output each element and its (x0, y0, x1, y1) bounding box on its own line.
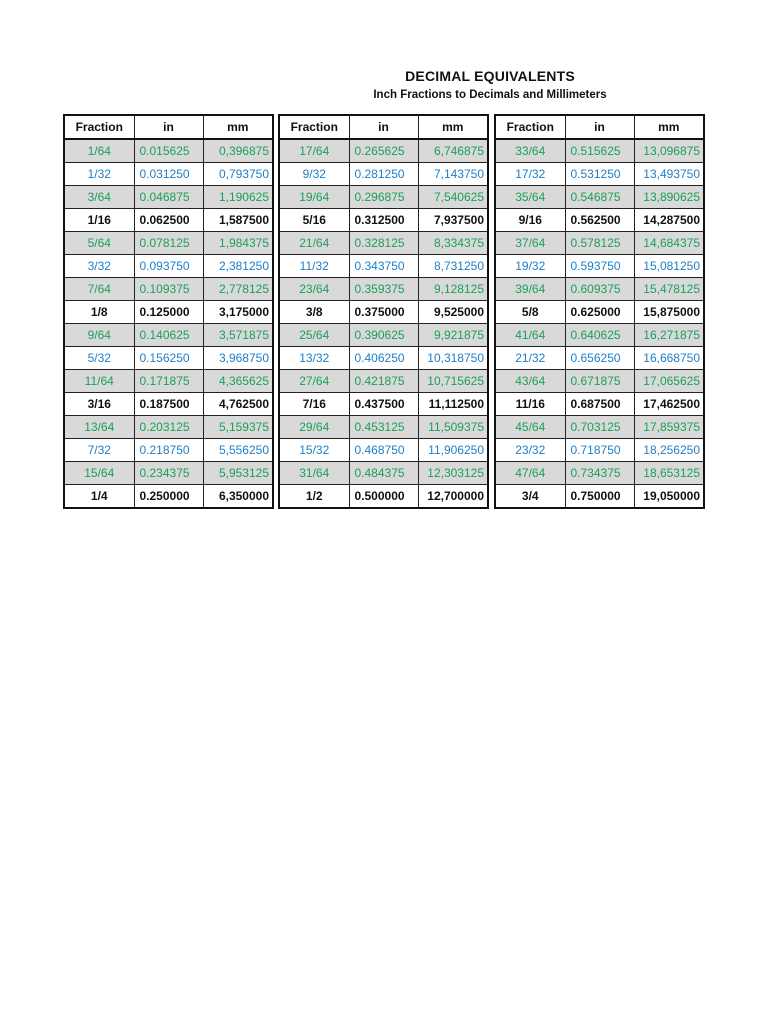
millimeter-cell: 3,175000 (203, 301, 273, 324)
inch-cell: 0.078125 (134, 232, 203, 255)
inch-cell: 0.625000 (565, 301, 634, 324)
fraction-cell: 1/32 (64, 163, 134, 186)
millimeter-cell: 13,096875 (634, 139, 704, 163)
inch-cell: 0.562500 (565, 209, 634, 232)
millimeter-cell: 0,793750 (203, 163, 273, 186)
millimeter-cell: 2,778125 (203, 278, 273, 301)
table-row (279, 462, 488, 485)
fraction-cell: 9/64 (64, 324, 134, 347)
table-row (279, 416, 488, 439)
table-row (64, 301, 273, 324)
millimeter-cell: 5,953125 (203, 462, 273, 485)
millimeter-cell: 10,715625 (418, 370, 488, 393)
inch-cell: 0.703125 (565, 416, 634, 439)
header-in: in (349, 115, 418, 139)
fraction-cell: 27/64 (279, 370, 349, 393)
millimeter-cell: 17,462500 (634, 393, 704, 416)
table-row (495, 186, 704, 209)
millimeter-cell: 15,478125 (634, 278, 704, 301)
fraction-cell: 31/64 (279, 462, 349, 485)
table-row (495, 255, 704, 278)
millimeter-cell: 8,334375 (418, 232, 488, 255)
table-row (279, 209, 488, 232)
millimeter-cell: 17,859375 (634, 416, 704, 439)
inch-cell: 0.546875 (565, 186, 634, 209)
inch-cell: 0.031250 (134, 163, 203, 186)
fraction-cell: 7/32 (64, 439, 134, 462)
fraction-cell: 43/64 (495, 370, 565, 393)
table-row (495, 301, 704, 324)
millimeter-cell: 5,556250 (203, 439, 273, 462)
millimeter-cell: 9,128125 (418, 278, 488, 301)
inch-cell: 0.515625 (565, 139, 634, 163)
table-row (495, 485, 704, 509)
inch-cell: 0.656250 (565, 347, 634, 370)
table-row (64, 139, 273, 163)
millimeter-cell: 6,746875 (418, 139, 488, 163)
table-row (64, 347, 273, 370)
inch-cell: 0.265625 (349, 139, 418, 163)
table-row (495, 163, 704, 186)
fraction-cell: 11/32 (279, 255, 349, 278)
table-row (64, 324, 273, 347)
conversion-table-3 (494, 114, 705, 509)
fraction-cell: 1/64 (64, 139, 134, 163)
inch-cell: 0.203125 (134, 416, 203, 439)
millimeter-cell: 9,525000 (418, 301, 488, 324)
fraction-cell: 25/64 (279, 324, 349, 347)
table-row (495, 393, 704, 416)
table-row (279, 301, 488, 324)
inch-cell: 0.156250 (134, 347, 203, 370)
fraction-cell: 9/16 (495, 209, 565, 232)
inch-cell: 0.500000 (349, 485, 418, 509)
fraction-cell: 5/32 (64, 347, 134, 370)
table-row (279, 439, 488, 462)
millimeter-cell: 8,731250 (418, 255, 488, 278)
inch-cell: 0.250000 (134, 485, 203, 509)
millimeter-cell: 12,303125 (418, 462, 488, 485)
fraction-cell: 15/32 (279, 439, 349, 462)
fraction-cell: 47/64 (495, 462, 565, 485)
inch-cell: 0.015625 (134, 139, 203, 163)
inch-cell: 0.296875 (349, 186, 418, 209)
inch-cell: 0.375000 (349, 301, 418, 324)
table-row (279, 393, 488, 416)
fraction-cell: 5/64 (64, 232, 134, 255)
inch-cell: 0.750000 (565, 485, 634, 509)
fraction-cell: 5/8 (495, 301, 565, 324)
table-row (495, 139, 704, 163)
table-row (495, 439, 704, 462)
table-row (64, 416, 273, 439)
fraction-cell: 1/2 (279, 485, 349, 509)
header-fraction: Fraction (495, 115, 565, 139)
millimeter-cell: 7,143750 (418, 163, 488, 186)
table-header-row (495, 115, 704, 139)
fraction-cell: 7/16 (279, 393, 349, 416)
millimeter-cell: 0,396875 (203, 139, 273, 163)
inch-cell: 0.734375 (565, 462, 634, 485)
fraction-cell: 19/32 (495, 255, 565, 278)
inch-cell: 0.437500 (349, 393, 418, 416)
header-in: in (565, 115, 634, 139)
inch-cell: 0.406250 (349, 347, 418, 370)
fraction-cell: 29/64 (279, 416, 349, 439)
fraction-cell: 11/16 (495, 393, 565, 416)
millimeter-cell: 14,684375 (634, 232, 704, 255)
millimeter-cell: 4,762500 (203, 393, 273, 416)
page-subtitle: Inch Fractions to Decimals and Millimeters (373, 89, 607, 101)
inch-cell: 0.062500 (134, 209, 203, 232)
table-row (279, 370, 488, 393)
table-row (64, 370, 273, 393)
fraction-cell: 23/32 (495, 439, 565, 462)
inch-cell: 0.359375 (349, 278, 418, 301)
inch-cell: 0.671875 (565, 370, 634, 393)
millimeter-cell: 7,937500 (418, 209, 488, 232)
millimeter-cell: 18,653125 (634, 462, 704, 485)
fraction-cell: 7/64 (64, 278, 134, 301)
table-header-row (64, 115, 273, 139)
millimeter-cell: 16,271875 (634, 324, 704, 347)
millimeter-cell: 11,906250 (418, 439, 488, 462)
millimeter-cell: 9,921875 (418, 324, 488, 347)
inch-cell: 0.281250 (349, 163, 418, 186)
conversion-table-2 (278, 114, 489, 509)
inch-cell: 0.484375 (349, 462, 418, 485)
inch-cell: 0.640625 (565, 324, 634, 347)
table-row (279, 278, 488, 301)
fraction-cell: 17/64 (279, 139, 349, 163)
header-mm: mm (203, 115, 273, 139)
inch-cell: 0.218750 (134, 439, 203, 462)
inch-cell: 0.187500 (134, 393, 203, 416)
fraction-cell: 23/64 (279, 278, 349, 301)
inch-cell: 0.046875 (134, 186, 203, 209)
fraction-cell: 33/64 (495, 139, 565, 163)
table-row (495, 278, 704, 301)
fraction-cell: 13/64 (64, 416, 134, 439)
table-row (279, 139, 488, 163)
fraction-cell: 37/64 (495, 232, 565, 255)
inch-cell: 0.578125 (565, 232, 634, 255)
table-row (64, 186, 273, 209)
inch-cell: 0.593750 (565, 255, 634, 278)
inch-cell: 0.531250 (565, 163, 634, 186)
fraction-cell: 3/4 (495, 485, 565, 509)
fraction-cell: 5/16 (279, 209, 349, 232)
table-row (279, 255, 488, 278)
fraction-cell: 15/64 (64, 462, 134, 485)
fraction-cell: 21/32 (495, 347, 565, 370)
millimeter-cell: 16,668750 (634, 347, 704, 370)
table-row (495, 370, 704, 393)
header-mm: mm (634, 115, 704, 139)
inch-cell: 0.328125 (349, 232, 418, 255)
table-row (64, 278, 273, 301)
fraction-cell: 21/64 (279, 232, 349, 255)
inch-cell: 0.312500 (349, 209, 418, 232)
table-row (64, 485, 273, 509)
inch-cell: 0.421875 (349, 370, 418, 393)
header-fraction: Fraction (64, 115, 134, 139)
inch-cell: 0.718750 (565, 439, 634, 462)
millimeter-cell: 3,571875 (203, 324, 273, 347)
table-row (64, 462, 273, 485)
millimeter-cell: 11,509375 (418, 416, 488, 439)
fraction-cell: 11/64 (64, 370, 134, 393)
table-row (64, 439, 273, 462)
millimeter-cell: 18,256250 (634, 439, 704, 462)
fraction-cell: 3/64 (64, 186, 134, 209)
millimeter-cell: 12,700000 (418, 485, 488, 509)
table-row (495, 209, 704, 232)
fraction-cell: 39/64 (495, 278, 565, 301)
millimeter-cell: 13,890625 (634, 186, 704, 209)
inch-cell: 0.453125 (349, 416, 418, 439)
inch-cell: 0.140625 (134, 324, 203, 347)
fraction-cell: 3/16 (64, 393, 134, 416)
table-row (495, 324, 704, 347)
table-row (64, 232, 273, 255)
millimeter-cell: 10,318750 (418, 347, 488, 370)
header-fraction: Fraction (279, 115, 349, 139)
inch-cell: 0.125000 (134, 301, 203, 324)
inch-cell: 0.390625 (349, 324, 418, 347)
fraction-cell: 41/64 (495, 324, 565, 347)
header-mm: mm (418, 115, 488, 139)
millimeter-cell: 19,050000 (634, 485, 704, 509)
fraction-cell: 1/16 (64, 209, 134, 232)
table-row (279, 347, 488, 370)
table-row (279, 485, 488, 509)
table-row (495, 232, 704, 255)
millimeter-cell: 17,065625 (634, 370, 704, 393)
millimeter-cell: 6,350000 (203, 485, 273, 509)
fraction-cell: 45/64 (495, 416, 565, 439)
table-row (64, 255, 273, 278)
millimeter-cell: 3,968750 (203, 347, 273, 370)
millimeter-cell: 1,984375 (203, 232, 273, 255)
table-row (64, 393, 273, 416)
fraction-cell: 35/64 (495, 186, 565, 209)
page-title: DECIMAL EQUIVALENTS (405, 68, 575, 84)
fraction-cell: 3/32 (64, 255, 134, 278)
inch-cell: 0.171875 (134, 370, 203, 393)
fraction-cell: 1/8 (64, 301, 134, 324)
conversion-table-1 (63, 114, 274, 509)
table-row (64, 163, 273, 186)
inch-cell: 0.109375 (134, 278, 203, 301)
table-row (64, 209, 273, 232)
millimeter-cell: 14,287500 (634, 209, 704, 232)
millimeter-cell: 1,587500 (203, 209, 273, 232)
inch-cell: 0.343750 (349, 255, 418, 278)
table-row (495, 416, 704, 439)
fraction-cell: 17/32 (495, 163, 565, 186)
fraction-cell: 13/32 (279, 347, 349, 370)
millimeter-cell: 15,081250 (634, 255, 704, 278)
table-row (495, 462, 704, 485)
millimeter-cell: 1,190625 (203, 186, 273, 209)
millimeter-cell: 13,493750 (634, 163, 704, 186)
millimeter-cell: 5,159375 (203, 416, 273, 439)
millimeter-cell: 7,540625 (418, 186, 488, 209)
inch-cell: 0.609375 (565, 278, 634, 301)
millimeter-cell: 4,365625 (203, 370, 273, 393)
fraction-cell: 9/32 (279, 163, 349, 186)
millimeter-cell: 11,112500 (418, 393, 488, 416)
table-row (279, 232, 488, 255)
table-header-row (279, 115, 488, 139)
table-row (279, 163, 488, 186)
inch-cell: 0.093750 (134, 255, 203, 278)
inch-cell: 0.687500 (565, 393, 634, 416)
inch-cell: 0.234375 (134, 462, 203, 485)
table-row (279, 324, 488, 347)
header-in: in (134, 115, 203, 139)
table-row (279, 186, 488, 209)
fraction-cell: 1/4 (64, 485, 134, 509)
fraction-cell: 3/8 (279, 301, 349, 324)
millimeter-cell: 2,381250 (203, 255, 273, 278)
fraction-cell: 19/64 (279, 186, 349, 209)
table-row (495, 347, 704, 370)
millimeter-cell: 15,875000 (634, 301, 704, 324)
inch-cell: 0.468750 (349, 439, 418, 462)
